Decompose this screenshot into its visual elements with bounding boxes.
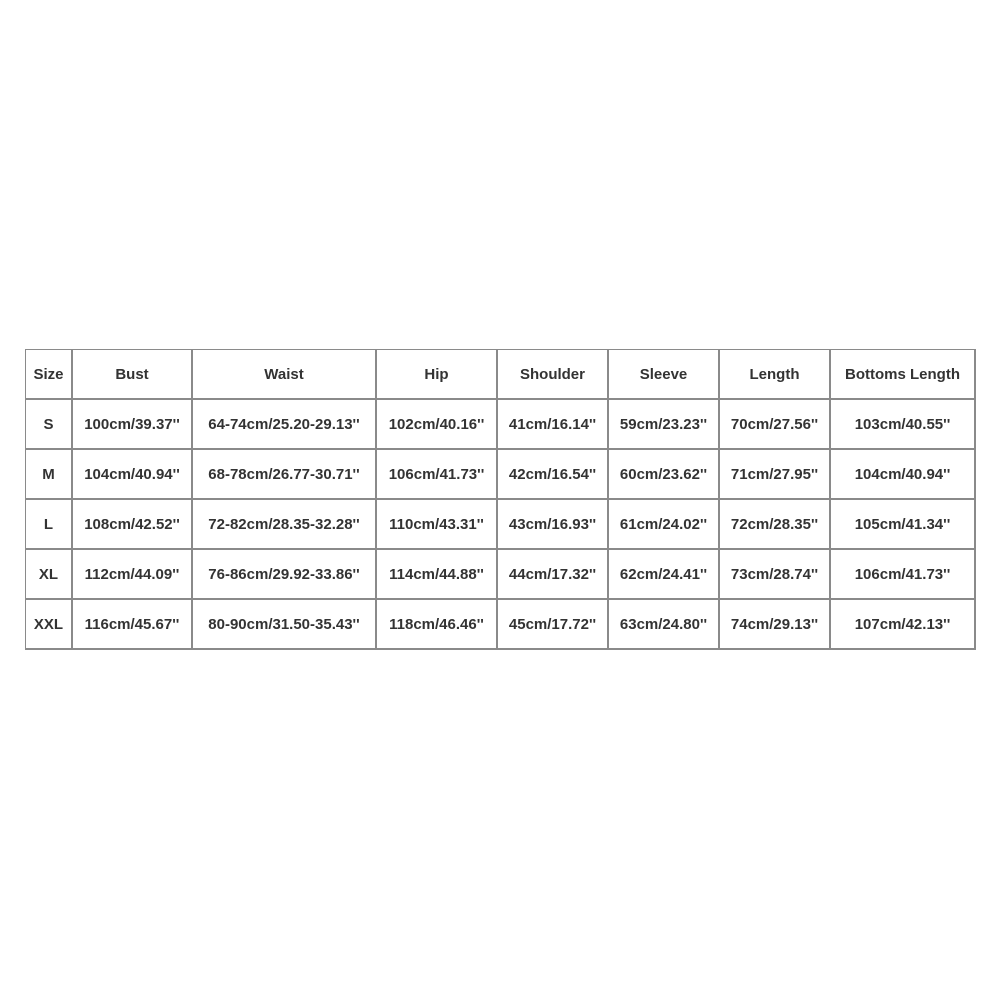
cell-size: M — [26, 450, 73, 500]
size-chart-table — [25, 349, 976, 650]
cell-length: 74cm/29.13'' — [720, 600, 831, 650]
table-row — [26, 400, 976, 450]
cell-waist: 68-78cm/26.77-30.71'' — [193, 450, 377, 500]
cell-shoulder: 44cm/17.32'' — [498, 550, 609, 600]
header-waist: Waist — [193, 350, 377, 400]
cell-hip: 118cm/46.46'' — [377, 600, 498, 650]
cell-hip: 114cm/44.88'' — [377, 550, 498, 600]
cell-shoulder: 45cm/17.72'' — [498, 600, 609, 650]
cell-size: XXL — [26, 600, 73, 650]
cell-bottoms-length: 106cm/41.73'' — [831, 550, 976, 600]
header-row — [26, 350, 976, 400]
cell-length: 71cm/27.95'' — [720, 450, 831, 500]
cell-shoulder: 43cm/16.93'' — [498, 500, 609, 550]
cell-length: 70cm/27.56'' — [720, 400, 831, 450]
cell-hip: 110cm/43.31'' — [377, 500, 498, 550]
cell-length: 73cm/28.74'' — [720, 550, 831, 600]
cell-sleeve: 61cm/24.02'' — [609, 500, 720, 550]
cell-length: 72cm/28.35'' — [720, 500, 831, 550]
cell-waist: 72-82cm/28.35-32.28'' — [193, 500, 377, 550]
header-sleeve: Sleeve — [609, 350, 720, 400]
cell-bottoms-length: 104cm/40.94'' — [831, 450, 976, 500]
cell-size: L — [26, 500, 73, 550]
cell-bust: 100cm/39.37'' — [73, 400, 193, 450]
cell-sleeve: 60cm/23.62'' — [609, 450, 720, 500]
cell-sleeve: 59cm/23.23'' — [609, 400, 720, 450]
cell-hip: 106cm/41.73'' — [377, 450, 498, 500]
cell-size: S — [26, 400, 73, 450]
cell-bottoms-length: 103cm/40.55'' — [831, 400, 976, 450]
cell-bust: 104cm/40.94'' — [73, 450, 193, 500]
cell-shoulder: 42cm/16.54'' — [498, 450, 609, 500]
table-row — [26, 550, 976, 600]
cell-waist: 64-74cm/25.20-29.13'' — [193, 400, 377, 450]
cell-waist: 76-86cm/29.92-33.86'' — [193, 550, 377, 600]
header-bottoms-length: Bottoms Length — [831, 350, 976, 400]
cell-waist: 80-90cm/31.50-35.43'' — [193, 600, 377, 650]
table-row — [26, 500, 976, 550]
cell-sleeve: 63cm/24.80'' — [609, 600, 720, 650]
table-row — [26, 600, 976, 650]
header-bust: Bust — [73, 350, 193, 400]
header-hip: Hip — [377, 350, 498, 400]
cell-bust: 112cm/44.09'' — [73, 550, 193, 600]
table-row — [26, 450, 976, 500]
header-size: Size — [26, 350, 73, 400]
cell-bust: 108cm/42.52'' — [73, 500, 193, 550]
cell-bottoms-length: 107cm/42.13'' — [831, 600, 976, 650]
cell-size: XL — [26, 550, 73, 600]
cell-hip: 102cm/40.16'' — [377, 400, 498, 450]
header-length: Length — [720, 350, 831, 400]
header-shoulder: Shoulder — [498, 350, 609, 400]
cell-sleeve: 62cm/24.41'' — [609, 550, 720, 600]
cell-bust: 116cm/45.67'' — [73, 600, 193, 650]
cell-bottoms-length: 105cm/41.34'' — [831, 500, 976, 550]
cell-shoulder: 41cm/16.14'' — [498, 400, 609, 450]
